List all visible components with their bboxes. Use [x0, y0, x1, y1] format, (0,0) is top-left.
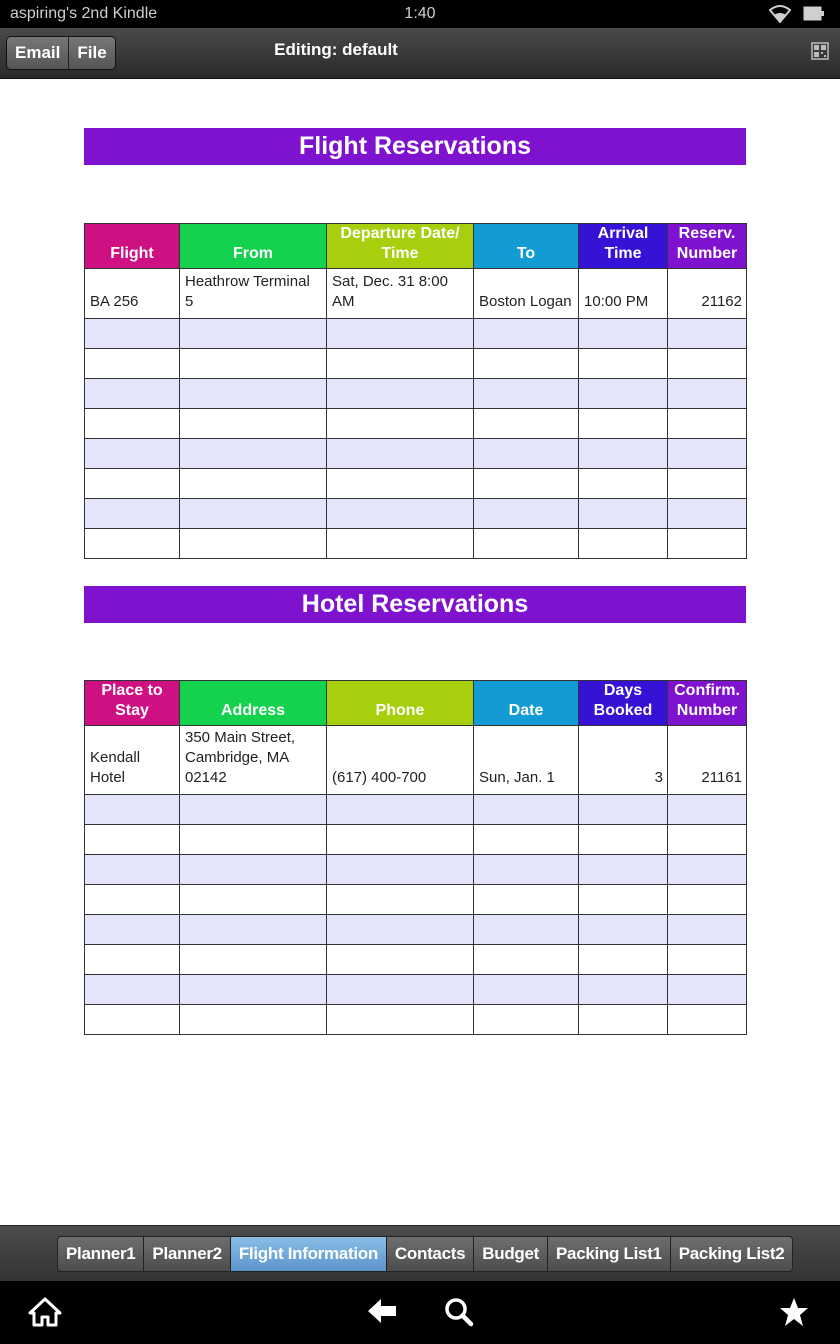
- toolbar: [0, 28, 840, 79]
- flight-cell[interactable]: [579, 499, 668, 529]
- flight-cell[interactable]: [180, 319, 327, 349]
- flight-cell[interactable]: [668, 349, 747, 379]
- flight-table-row: [85, 529, 747, 559]
- hotel-cell[interactable]: [180, 915, 327, 945]
- flight-cell[interactable]: [668, 529, 747, 559]
- hotel-cell[interactable]: [327, 795, 474, 825]
- hotel-cell[interactable]: [180, 1005, 327, 1035]
- hotel-cell[interactable]: [474, 885, 579, 915]
- flight-cell[interactable]: [327, 409, 474, 439]
- flight-cell[interactable]: [85, 469, 180, 499]
- hotel-cell[interactable]: [327, 885, 474, 915]
- flight-header-reserv-number: Reserv. Number: [668, 224, 747, 269]
- flight-cell[interactable]: [180, 409, 327, 439]
- hotel-cell[interactable]: [474, 975, 579, 1005]
- hotel-cell[interactable]: [668, 825, 747, 855]
- flight-cell[interactable]: [327, 529, 474, 559]
- sheet-tab-packing-list1[interactable]: Packing List1: [547, 1237, 670, 1271]
- flight-cell[interactable]: [668, 379, 747, 409]
- flight-cell[interactable]: [579, 439, 668, 469]
- email-button[interactable]: Email: [15, 43, 61, 62]
- hotel-cell[interactable]: [85, 915, 180, 945]
- flight-cell[interactable]: [474, 319, 579, 349]
- flight-cell[interactable]: [85, 499, 180, 529]
- hotel-cell[interactable]: [85, 795, 180, 825]
- sheet-tab-packing-list2[interactable]: Packing List2: [670, 1237, 793, 1271]
- hotel-cell[interactable]: [474, 825, 579, 855]
- hotel-cell[interactable]: [327, 975, 474, 1005]
- hotel-cell[interactable]: [180, 795, 327, 825]
- favorites-icon[interactable]: [779, 1297, 809, 1327]
- flight-cell[interactable]: [85, 349, 180, 379]
- flight-cell[interactable]: 21162: [668, 269, 747, 319]
- flight-cell[interactable]: [579, 409, 668, 439]
- flight-cell[interactable]: [474, 529, 579, 559]
- search-icon[interactable]: [444, 1297, 474, 1327]
- hotel-cell[interactable]: [579, 945, 668, 975]
- hotel-table-row: [85, 945, 747, 975]
- flight-cell[interactable]: [327, 499, 474, 529]
- hotel-cell[interactable]: [668, 855, 747, 885]
- flight-cell[interactable]: [474, 499, 579, 529]
- flight-rows: [85, 269, 747, 559]
- hotel-cell[interactable]: [180, 885, 327, 915]
- flight-cell[interactable]: [85, 379, 180, 409]
- flight-cell[interactable]: [180, 529, 327, 559]
- sheet-tabs: [57, 1236, 793, 1272]
- flight-cell[interactable]: [474, 439, 579, 469]
- hotel-cell[interactable]: [327, 825, 474, 855]
- flight-cell[interactable]: [579, 349, 668, 379]
- hotel-table-row: [85, 855, 747, 885]
- flight-header-from: From: [180, 224, 327, 269]
- hotel-table-row: [85, 885, 747, 915]
- hotel-cell[interactable]: [668, 975, 747, 1005]
- file-button[interactable]: File: [68, 37, 114, 69]
- hotel-cell[interactable]: [327, 855, 474, 885]
- flight-cell[interactable]: [180, 469, 327, 499]
- hotel-cell[interactable]: [579, 795, 668, 825]
- flight-cell[interactable]: [85, 409, 180, 439]
- hotel-cell[interactable]: [327, 915, 474, 945]
- hotel-table-row: [85, 975, 747, 1005]
- clock: 1:40: [404, 5, 436, 22]
- flight-table-row: [85, 469, 747, 499]
- flight-cell[interactable]: [474, 469, 579, 499]
- flight-cell[interactable]: Boston Logan: [474, 269, 579, 319]
- flight-cell[interactable]: [180, 439, 327, 469]
- hotel-header-row: [85, 681, 747, 726]
- hotel-cell[interactable]: [579, 885, 668, 915]
- hotel-cell[interactable]: [180, 825, 327, 855]
- battery-icon: [803, 5, 825, 22]
- hotel-header-days-booked: Days Booked: [579, 681, 668, 726]
- flight-cell[interactable]: [668, 439, 747, 469]
- hotel-cell[interactable]: [668, 1005, 747, 1035]
- flight-cell[interactable]: [474, 379, 579, 409]
- flight-cell[interactable]: [668, 499, 747, 529]
- flight-cell[interactable]: [579, 379, 668, 409]
- hotel-cell[interactable]: [180, 945, 327, 975]
- status-bar: [0, 0, 840, 28]
- flight-cell[interactable]: [85, 439, 180, 469]
- hotel-cell[interactable]: [327, 1005, 474, 1035]
- flight-table-row: [85, 439, 747, 469]
- flight-cell[interactable]: [579, 319, 668, 349]
- document-title: Editing: default: [274, 40, 398, 59]
- flight-header-flight: Flight: [85, 224, 180, 269]
- flight-cell[interactable]: [668, 469, 747, 499]
- hotel-cell[interactable]: 21161: [668, 726, 747, 795]
- flight-cell[interactable]: Heathrow Terminal 5: [180, 269, 327, 319]
- hotel-cell[interactable]: [474, 795, 579, 825]
- flight-cell[interactable]: [85, 319, 180, 349]
- hotel-cell[interactable]: [579, 1005, 668, 1035]
- hotel-table-row: [85, 1005, 747, 1035]
- hotel-reservations-banner: Hotel Reservations: [84, 586, 746, 623]
- flight-cell[interactable]: [327, 319, 474, 349]
- hotel-cell[interactable]: [668, 885, 747, 915]
- flight-cell[interactable]: [327, 469, 474, 499]
- flight-cell[interactable]: [579, 529, 668, 559]
- sheet-tab-planner1[interactable]: Planner1: [66, 1244, 136, 1263]
- flight-cell[interactable]: [180, 379, 327, 409]
- flight-cell[interactable]: [327, 439, 474, 469]
- flight-table-row: [85, 499, 747, 529]
- sheet-tab-bar: [0, 1225, 840, 1282]
- hotel-cell[interactable]: (617) 400-700: [327, 726, 474, 795]
- flight-cell[interactable]: [668, 319, 747, 349]
- hotel-rows: [85, 726, 747, 1035]
- hotel-table: [84, 680, 747, 1035]
- hotel-cell[interactable]: [668, 915, 747, 945]
- hotel-cell[interactable]: [474, 915, 579, 945]
- flight-table-row: [85, 269, 747, 319]
- hotel-cell[interactable]: [668, 945, 747, 975]
- flight-cell[interactable]: BA 256: [85, 269, 180, 319]
- flight-cell[interactable]: [579, 469, 668, 499]
- hotel-table-row: [85, 726, 747, 795]
- hotel-cell[interactable]: [474, 945, 579, 975]
- hotel-cell[interactable]: [180, 855, 327, 885]
- flight-cell[interactable]: [668, 409, 747, 439]
- hotel-cell[interactable]: 350 Main Street, Cambridge, MA 02142: [180, 726, 327, 795]
- flight-cell[interactable]: Sat, Dec. 31 8:00 AM: [327, 269, 474, 319]
- hotel-cell[interactable]: [85, 885, 180, 915]
- hotel-cell[interactable]: [85, 855, 180, 885]
- flight-table-row: [85, 349, 747, 379]
- hotel-header-phone: Phone: [327, 681, 474, 726]
- hotel-cell[interactable]: [474, 855, 579, 885]
- back-icon[interactable]: [366, 1297, 398, 1325]
- hotel-cell[interactable]: [180, 975, 327, 1005]
- flight-cell[interactable]: [327, 379, 474, 409]
- hotel-table-row: [85, 795, 747, 825]
- flight-table-row: [85, 379, 747, 409]
- flight-header-to: To: [474, 224, 579, 269]
- flight-table: [84, 223, 747, 559]
- wifi-icon: [768, 4, 792, 24]
- fullscreen-icon[interactable]: [811, 42, 829, 60]
- flight-header-row: [85, 224, 747, 269]
- navigation-bar: [0, 1281, 840, 1344]
- flight-cell[interactable]: [327, 349, 474, 379]
- hotel-header-place: Place to Stay: [85, 681, 180, 726]
- flight-table-row: [85, 319, 747, 349]
- hotel-cell[interactable]: [85, 975, 180, 1005]
- sheet-tab-flight-information[interactable]: Flight Information: [230, 1237, 386, 1271]
- flight-header-arrival: Arrival Time: [579, 224, 668, 269]
- sheet-tab-planner2[interactable]: Planner2: [143, 1237, 229, 1271]
- hotel-cell[interactable]: 3: [579, 726, 668, 795]
- flight-cell[interactable]: [180, 499, 327, 529]
- flight-header-departure: Departure Date/ Time: [327, 224, 474, 269]
- hotel-cell[interactable]: [579, 915, 668, 945]
- flight-cell[interactable]: [474, 349, 579, 379]
- flight-cell[interactable]: [180, 349, 327, 379]
- hotel-cell[interactable]: [668, 795, 747, 825]
- home-icon[interactable]: [28, 1297, 62, 1327]
- hotel-table-row: [85, 825, 747, 855]
- hotel-cell[interactable]: [579, 975, 668, 1005]
- hotel-cell[interactable]: [579, 825, 668, 855]
- hotel-cell[interactable]: Kendall Hotel: [85, 726, 180, 795]
- hotel-cell[interactable]: [85, 945, 180, 975]
- flight-cell[interactable]: 10:00 PM: [579, 269, 668, 319]
- hotel-cell[interactable]: Sun, Jan. 1: [474, 726, 579, 795]
- hotel-cell[interactable]: [85, 1005, 180, 1035]
- hotel-header-address: Address: [180, 681, 327, 726]
- hotel-cell[interactable]: [85, 825, 180, 855]
- hotel-cell[interactable]: [579, 855, 668, 885]
- hotel-cell[interactable]: [474, 1005, 579, 1035]
- flight-cell[interactable]: [85, 529, 180, 559]
- flight-cell[interactable]: [474, 409, 579, 439]
- device-name: aspiring's 2nd Kindle: [10, 5, 158, 22]
- hotel-header-date: Date: [474, 681, 579, 726]
- hotel-table-row: [85, 915, 747, 945]
- hotel-cell[interactable]: [327, 945, 474, 975]
- flight-table-row: [85, 409, 747, 439]
- flight-reservations-banner: Flight Reservations: [84, 128, 746, 165]
- sheet-tab-contacts[interactable]: Contacts: [386, 1237, 473, 1271]
- hotel-header-confirm-number: Confirm. Number: [668, 681, 747, 726]
- sheet-tab-budget[interactable]: Budget: [473, 1237, 547, 1271]
